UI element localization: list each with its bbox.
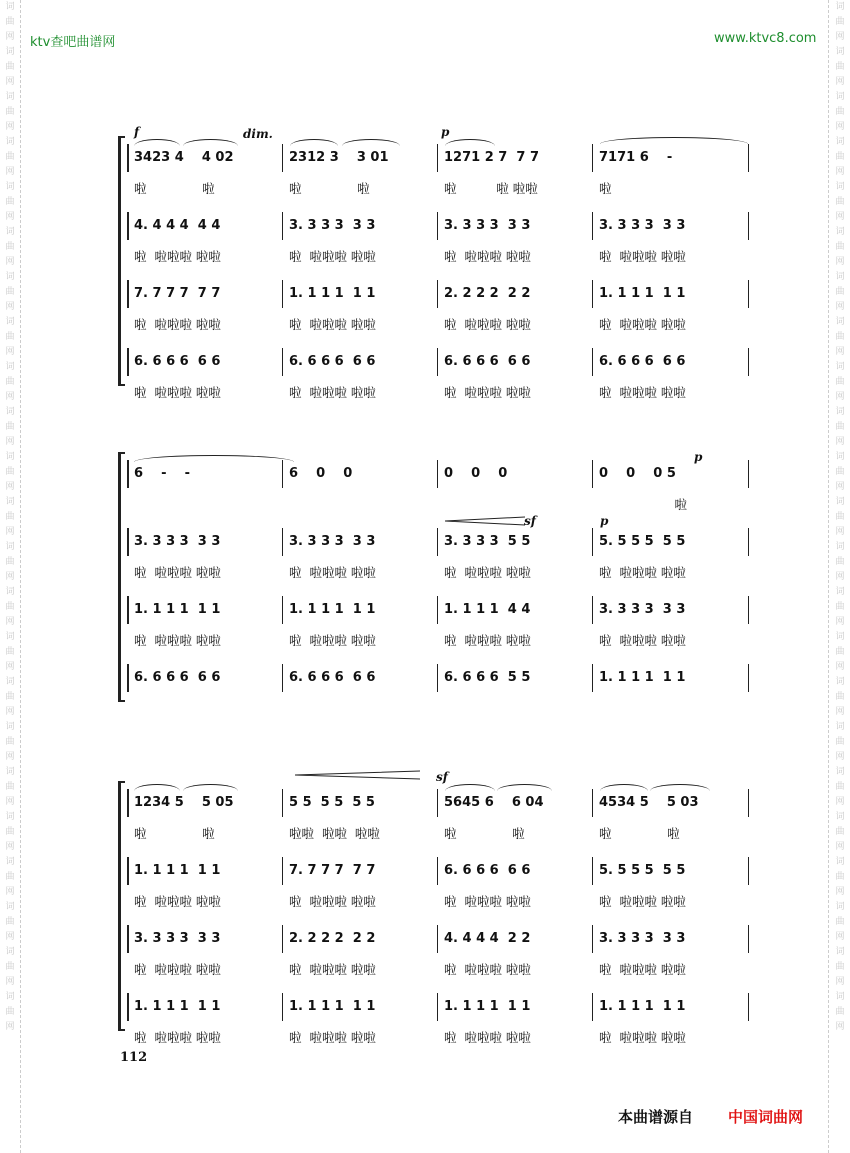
slur: [497, 784, 552, 791]
measure-lyrics: 啦 啦啦啦 啦啦: [134, 317, 221, 332]
measure-lyrics: 啦 啦啦啦 啦啦: [444, 249, 531, 264]
bar-line: [592, 212, 593, 240]
measure-lyrics: 啦: [599, 497, 687, 512]
measure-notes: 4534 5 5 03: [599, 795, 699, 810]
measure-lyrics: 啦 啦啦啦 啦啦: [134, 962, 221, 977]
measure-notes: 6 - -: [134, 466, 191, 481]
measure-notes: 3. 3 3 3 5 5: [444, 534, 531, 549]
measure-lyrics: 啦 啦啦啦 啦啦: [289, 633, 376, 648]
bar-line: [437, 596, 438, 624]
measure-lyrics: 啦 啦啦啦 啦啦: [599, 385, 686, 400]
bar-line: [437, 460, 438, 488]
measure-notes: 1271 2 7 7 7: [444, 150, 539, 165]
measure-lyrics: 啦啦 啦啦 啦啦: [289, 826, 380, 841]
bar-line: [437, 925, 438, 953]
slur: [650, 784, 710, 791]
dynamic-sforzando: sf: [524, 514, 536, 528]
measure-notes: 6. 6 6 6 6 6: [289, 354, 376, 369]
measure-lyrics: 啦 啦: [134, 181, 215, 196]
bar-line: [127, 993, 129, 1021]
bar-line: [282, 212, 283, 240]
slur: [600, 137, 748, 144]
bar-line: [127, 460, 129, 488]
measure-notes: 6. 6 6 6 6 6: [134, 354, 221, 369]
slur: [445, 139, 495, 146]
measure-notes: 0 0 0 5: [599, 466, 676, 481]
measure-notes: 1. 1 1 1 1 1: [134, 602, 221, 617]
measure-lyrics: 啦 啦啦啦 啦啦: [599, 962, 686, 977]
slur: [134, 455, 294, 462]
measure-notes: 6. 6 6 6 6 6: [444, 354, 531, 369]
bar-line: [748, 348, 749, 376]
measure-lyrics: 啦 啦啦啦 啦啦: [289, 1030, 376, 1045]
measure-notes: 6 0 0: [289, 466, 353, 481]
bar-line: [282, 789, 283, 817]
bar-line: [282, 664, 283, 692]
bar-line: [127, 596, 129, 624]
measure-notes: 4. 4 4 4 2 2: [444, 931, 531, 946]
bar-line: [592, 280, 593, 308]
measure-lyrics: 啦 啦啦啦 啦啦: [599, 565, 686, 580]
crescendo-hairpin: [295, 770, 420, 780]
system-brace: [118, 136, 125, 386]
measure-notes: 3. 3 3 3 3 3: [289, 534, 376, 549]
bar-line: [592, 348, 593, 376]
measure-lyrics: 啦 啦啦啦 啦啦: [599, 249, 686, 264]
system-brace: [118, 781, 125, 1031]
bar-line: [282, 857, 283, 885]
measure-lyrics: 啦 啦啦啦 啦啦: [444, 962, 531, 977]
bar-line: [592, 993, 593, 1021]
bar-line: [437, 280, 438, 308]
slur: [600, 784, 648, 791]
bar-line: [437, 664, 438, 692]
bar-line: [127, 348, 129, 376]
measure-notes: 3. 3 3 3 3 3: [599, 931, 686, 946]
watermark-right: 词曲网词曲网词曲网词曲网词曲网词曲网词曲网词曲网词曲网词曲网词曲网词曲网词曲网词曲网词曲网词曲网词曲网词曲网词曲网词曲网词曲网词曲网词曲网: [835, 2, 845, 1032]
measure-notes: 6. 6 6 6 6 6: [444, 863, 531, 878]
bar-line: [437, 212, 438, 240]
slur: [342, 139, 400, 146]
bar-line: [748, 460, 749, 488]
measure-notes: 3. 3 3 3 3 3: [599, 602, 686, 617]
measure-lyrics: 啦 啦啦啦 啦啦: [134, 565, 221, 580]
bar-line: [282, 460, 283, 488]
measure-lyrics: 啦 啦啦啦 啦啦: [444, 565, 531, 580]
measure-notes: 5. 5 5 5 5 5: [599, 534, 686, 549]
bar-line: [592, 144, 593, 172]
bar-line: [592, 664, 593, 692]
bar-line: [127, 528, 129, 556]
measure-lyrics: 啦 啦: [599, 826, 680, 841]
site-url-right[interactable]: www.ktvc8.com: [714, 31, 817, 46]
bar-line: [592, 789, 593, 817]
footer-source-name[interactable]: 中国词曲网: [728, 1108, 804, 1126]
measure-notes: 6. 6 6 6 6 6: [289, 670, 376, 685]
bar-line: [127, 280, 129, 308]
slur: [445, 784, 495, 791]
measure-notes: 2. 2 2 2 2 2: [289, 931, 376, 946]
bar-line: [127, 857, 129, 885]
bar-line: [127, 925, 129, 953]
bar-line: [748, 993, 749, 1021]
bar-line: [127, 789, 129, 817]
measure-lyrics: 啦 啦: [134, 826, 215, 841]
bar-line: [282, 280, 283, 308]
measure-notes: 7. 7 7 7 7 7: [289, 863, 376, 878]
measure-lyrics: 啦 啦啦啦 啦啦: [289, 249, 376, 264]
bar-line: [748, 925, 749, 953]
slur: [290, 139, 338, 146]
measure-notes: 7171 6 -: [599, 150, 673, 165]
bar-line: [437, 993, 438, 1021]
bar-line: [748, 144, 749, 172]
right-border: [828, 0, 830, 1153]
bar-line: [748, 789, 749, 817]
slur: [183, 784, 238, 791]
measure-lyrics: 啦 啦啦啦 啦啦: [599, 1030, 686, 1045]
measure-lyrics: 啦 啦啦啦 啦啦: [134, 894, 221, 909]
measure-notes: 2312 3 3 01: [289, 150, 389, 165]
measure-notes: 3. 3 3 3 3 3: [134, 534, 221, 549]
measure-notes: 3423 4 4 02: [134, 150, 234, 165]
page-number: 112: [120, 1050, 148, 1065]
measure-lyrics: 啦 啦啦啦 啦啦: [444, 633, 531, 648]
measure-lyrics: 啦 啦啦啦 啦啦: [599, 894, 686, 909]
bar-line: [282, 596, 283, 624]
bar-line: [748, 280, 749, 308]
measure-lyrics: 啦 啦啦啦 啦啦: [134, 1030, 221, 1045]
measure-notes: 0 0 0: [444, 466, 508, 481]
bar-line: [282, 348, 283, 376]
dynamic-piano: p: [600, 514, 609, 528]
measure-lyrics: 啦 啦啦啦 啦啦: [444, 894, 531, 909]
bar-line: [437, 528, 438, 556]
bar-line: [282, 925, 283, 953]
bar-line: [282, 528, 283, 556]
dynamic-piano: p: [441, 125, 450, 139]
measure-lyrics: 啦 啦啦啦 啦啦: [444, 1030, 531, 1045]
dynamic-dim: dim.: [243, 127, 273, 141]
measure-notes: 1234 5 5 05: [134, 795, 234, 810]
bar-line: [282, 993, 283, 1021]
system-brace: [118, 452, 125, 702]
left-border: [20, 0, 22, 1153]
bar-line: [437, 857, 438, 885]
measure-notes: 1. 1 1 1 1 1: [289, 999, 376, 1014]
measure-notes: 6. 6 6 6 5 5: [444, 670, 531, 685]
measure-notes: 3. 3 3 3 3 3: [134, 931, 221, 946]
bar-line: [127, 212, 129, 240]
measure-lyrics: 啦 啦: [444, 826, 525, 841]
bar-line: [748, 212, 749, 240]
measure-notes: 3. 3 3 3 3 3: [444, 218, 531, 233]
footer-source-label: 本曲谱源自: [618, 1108, 694, 1126]
measure-notes: 1. 1 1 1 4 4: [444, 602, 531, 617]
measure-notes: 5. 5 5 5 5 5: [599, 863, 686, 878]
measure-notes: 3. 3 3 3 3 3: [599, 218, 686, 233]
bar-line: [748, 857, 749, 885]
measure-notes: 6. 6 6 6 6 6: [134, 670, 221, 685]
measure-lyrics: 啦 啦啦啦 啦啦: [134, 249, 221, 264]
measure-notes: 1. 1 1 1 1 1: [599, 999, 686, 1014]
watermark-left: 词曲网词曲网词曲网词曲网词曲网词曲网词曲网词曲网词曲网词曲网词曲网词曲网词曲网词曲网词曲网词曲网词曲网词曲网词曲网词曲网词曲网词曲网词曲网: [5, 2, 15, 1032]
measure-notes: 3. 3 3 3 3 3: [289, 218, 376, 233]
bar-line: [748, 664, 749, 692]
bar-line: [127, 664, 129, 692]
measure-notes: 1. 1 1 1 1 1: [134, 863, 221, 878]
measure-notes: 1. 1 1 1 1 1: [289, 602, 376, 617]
measure-lyrics: 啦 啦啦啦 啦啦: [289, 894, 376, 909]
measure-notes: 5645 6 6 04: [444, 795, 544, 810]
measure-notes: 1. 1 1 1 1 1: [134, 999, 221, 1014]
measure-lyrics: 啦 啦啦啦 啦啦: [289, 385, 376, 400]
dynamic-sforzando: sf: [436, 770, 448, 784]
site-name-left[interactable]: ktv查吧曲谱网: [30, 35, 116, 50]
bar-line: [127, 144, 129, 172]
measure-notes: 1. 1 1 1 1 1: [289, 286, 376, 301]
measure-notes: 6. 6 6 6 6 6: [599, 354, 686, 369]
measure-lyrics: 啦 啦啦啦 啦啦: [599, 633, 686, 648]
measure-lyrics: 啦 啦 啦啦: [444, 181, 538, 196]
measure-lyrics: 啦 啦啦啦 啦啦: [289, 565, 376, 580]
slur: [183, 139, 238, 146]
measure-notes: 1. 1 1 1 1 1: [444, 999, 531, 1014]
bar-line: [592, 857, 593, 885]
measure-lyrics: 啦 啦啦啦 啦啦: [134, 385, 221, 400]
bar-line: [282, 144, 283, 172]
bar-line: [592, 460, 593, 488]
measure-lyrics: 啦 啦啦啦 啦啦: [134, 633, 221, 648]
bar-line: [592, 528, 593, 556]
dynamic-piano: p: [694, 450, 703, 464]
measure-lyrics: 啦 啦: [289, 181, 370, 196]
measure-lyrics: 啦 啦啦啦 啦啦: [444, 385, 531, 400]
measure-notes: 4. 4 4 4 4 4: [134, 218, 221, 233]
measure-notes: 7. 7 7 7 7 7: [134, 286, 221, 301]
measure-lyrics: 啦 啦啦啦 啦啦: [599, 317, 686, 332]
measure-lyrics: 啦: [599, 181, 612, 196]
measure-notes: 1. 1 1 1 1 1: [599, 286, 686, 301]
bar-line: [437, 348, 438, 376]
dynamic-forte: f: [134, 125, 140, 139]
bar-line: [592, 596, 593, 624]
measure-lyrics: 啦 啦啦啦 啦啦: [444, 317, 531, 332]
measure-lyrics: 啦 啦啦啦 啦啦: [289, 317, 376, 332]
measure-notes: 1. 1 1 1 1 1: [599, 670, 686, 685]
bar-line: [748, 528, 749, 556]
bar-line: [437, 789, 438, 817]
bar-line: [437, 144, 438, 172]
slur: [134, 784, 180, 791]
measure-notes: 5 5 5 5 5 5: [289, 795, 375, 810]
slur: [134, 139, 180, 146]
measure-notes: 2. 2 2 2 2 2: [444, 286, 531, 301]
crescendo-hairpin: [445, 516, 525, 526]
bar-line: [748, 596, 749, 624]
bar-line: [592, 925, 593, 953]
measure-lyrics: 啦 啦啦啦 啦啦: [289, 962, 376, 977]
